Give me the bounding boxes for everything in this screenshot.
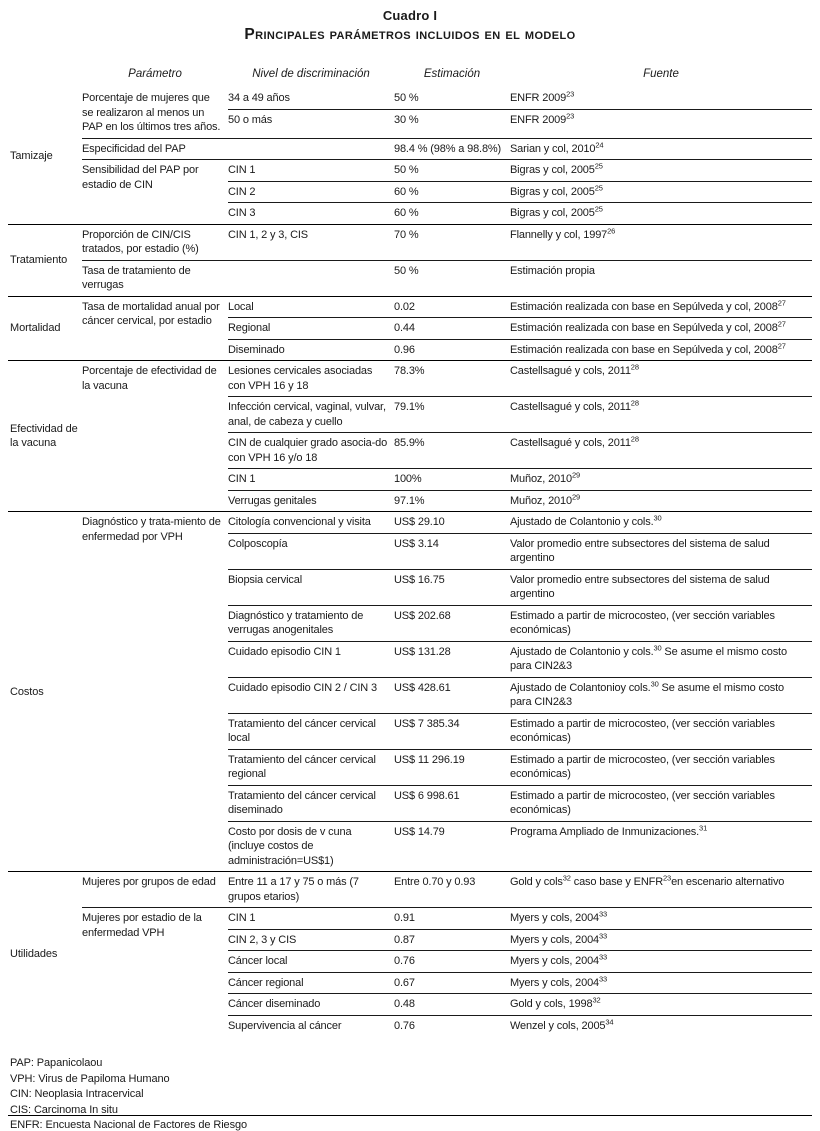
cell-parametro: Sensibilidad del PAP por estadio de CIN bbox=[82, 164, 199, 191]
table-row bbox=[228, 297, 812, 318]
cell-fuente: ENFR 2009$^{23}$ bbox=[510, 89, 575, 104]
cell-nivel-de-discriminacion: Verrugas genitales bbox=[228, 494, 317, 507]
cell-fuente: Muñoz, 2010$^{29}$ bbox=[510, 470, 580, 485]
cell-fuente: Castellsagué y cols, 2011$^{28}$ bbox=[510, 362, 639, 377]
table-row bbox=[228, 993, 812, 1015]
table-section bbox=[8, 88, 812, 224]
cell-nivel-de-discriminacion: Diseminado bbox=[228, 343, 285, 356]
cell-fuente: Flannelly y col, 1997$^{26}$ bbox=[510, 225, 616, 241]
footnote-line: ENFR: Encuesta Nacional de Factores de Riesgo bbox=[10, 1119, 248, 1131]
table-row bbox=[228, 950, 812, 972]
cell-estimacion: US$ 3.14 bbox=[394, 537, 439, 550]
cell-nivel-de-discriminacion: CIN 1, 2 y 3, CIS bbox=[228, 228, 308, 241]
param-block bbox=[82, 297, 812, 361]
table-row bbox=[228, 713, 812, 749]
cell-estimacion: 0.67 bbox=[394, 976, 415, 989]
section-blocks bbox=[82, 872, 812, 1036]
table-row bbox=[228, 202, 812, 224]
table-row bbox=[228, 677, 812, 713]
cell-estimacion: 50 % bbox=[394, 164, 419, 176]
cell-nivel-de-discriminacion: Entre 11 a 17 y 75 o más (7 grupos etarios) bbox=[228, 876, 359, 903]
cell-parametro: Tasa de tratamiento de verrugas bbox=[82, 264, 191, 291]
cell-estimacion: 85.9% bbox=[394, 437, 425, 449]
block-rows bbox=[228, 261, 812, 296]
cell-estimacion: 0.02 bbox=[394, 300, 415, 313]
table-section bbox=[8, 296, 812, 361]
param-block bbox=[82, 88, 812, 138]
cell-fuente: Valor promedio entre subsectores del sistema de salud argentino bbox=[510, 537, 770, 564]
cell-estimacion: US$ 14.79 bbox=[394, 825, 445, 838]
cell-nivel-de-discriminacion: CIN 2, 3 y CIS bbox=[228, 933, 297, 946]
cell-estimacion: 60 % bbox=[394, 185, 419, 198]
cell-fuente: Estimado a partir de microcosteo, (ver sección variables económicas) bbox=[510, 789, 775, 816]
cell-fuente: Ajustado de Colantonio y cols.$^{30}$ bbox=[510, 513, 662, 528]
section-group-label: Costos bbox=[10, 685, 44, 698]
param-block bbox=[82, 159, 812, 224]
cell-nivel-de-discriminacion: Colposcopía bbox=[228, 537, 288, 550]
table-section bbox=[8, 224, 812, 296]
cell-fuente: Muñoz, 2010$^{29}$ bbox=[510, 491, 580, 507]
param-block bbox=[82, 260, 812, 296]
cell-nivel-de-discriminacion: CIN 1 bbox=[228, 164, 256, 176]
cell-parametro: Porcentaje de efectividad de la vacuna bbox=[82, 365, 217, 392]
block-rows bbox=[228, 88, 812, 138]
cell-estimacion: 78.3% bbox=[394, 365, 425, 377]
table-row bbox=[228, 109, 812, 131]
cell-fuente: Castellsagué y cols, 2011$^{28}$ bbox=[510, 434, 639, 449]
cell-estimacion: 0.76 bbox=[394, 1019, 415, 1032]
cell-estimacion: 50 % bbox=[394, 92, 419, 104]
cell-nivel-de-discriminacion: Cáncer diseminado bbox=[228, 998, 321, 1010]
param-block bbox=[82, 361, 812, 511]
section-group-label: Tamizaje bbox=[10, 149, 53, 162]
cell-fuente: Ajustado de Colantonioy cols.$^{30}$ Se asume el mismo costo para CIN2&3 bbox=[510, 678, 785, 708]
cell-estimacion: 0.91 bbox=[394, 912, 415, 924]
cell-nivel-de-discriminacion: CIN 1 bbox=[228, 912, 256, 924]
footnotes bbox=[10, 1056, 812, 1131]
cell-nivel-de-discriminacion: Cuidado episodio CIN 1 bbox=[228, 645, 341, 658]
cell-estimacion: 70 % bbox=[394, 228, 419, 241]
section-group-label: Efectividad de la vacuna bbox=[10, 423, 78, 449]
cell-estimacion: Entre 0.70 y 0.93 bbox=[394, 876, 476, 888]
section-group-label: Tratamiento bbox=[10, 254, 68, 266]
cell-nivel-de-discriminacion: Costo por dosis de v cuna (incluye costos de administración=US$1) bbox=[228, 825, 352, 867]
param-block bbox=[82, 138, 812, 160]
cell-nivel-de-discriminacion: 50 o más bbox=[228, 113, 273, 126]
cell-nivel-de-discriminacion: Biopsia cervical bbox=[228, 573, 303, 586]
cell-fuente: Wenzel y cols, 2005$^{34}$ bbox=[510, 1016, 614, 1032]
table-row bbox=[228, 1015, 812, 1037]
cell-nivel-de-discriminacion: Tratamiento del cáncer cervical local bbox=[228, 717, 376, 744]
cell-fuente: Estimado a partir de microcosteo, (ver sección variables económicas) bbox=[510, 717, 775, 744]
block-rows bbox=[228, 512, 812, 871]
cell-fuente: Programa Ampliado de Inmunizaciones.$^{31}$ bbox=[510, 822, 708, 838]
cell-fuente: Gold y cols, 1998$^{32}$ bbox=[510, 995, 601, 1010]
cell-fuente: Estimado a partir de microcosteo, (ver sección variables económicas) bbox=[510, 609, 775, 636]
cell-parametro: Mujeres por grupos de edad bbox=[82, 876, 216, 888]
cell-fuente: Myers y cols, 2004$^{33}$ bbox=[510, 973, 608, 989]
table-row bbox=[228, 908, 812, 929]
section-group-label: Utilidades bbox=[10, 948, 58, 960]
cell-parametro: Proporción de CIN/CIS tratados, por estadio (%) bbox=[82, 228, 199, 255]
cell-nivel-de-discriminacion: CIN 2 bbox=[228, 185, 256, 198]
table-row bbox=[228, 468, 812, 490]
cell-fuente: Gold y cols$^{32}$ caso base y ENFR$^{23}$en escenario alternativo bbox=[510, 873, 785, 888]
cell-nivel-de-discriminacion: Cáncer local bbox=[228, 955, 288, 967]
table-row bbox=[228, 261, 812, 282]
block-rows bbox=[228, 872, 812, 907]
cell-fuente: Estimado a partir de microcosteo, (ver sección variables económicas) bbox=[510, 753, 775, 780]
cell-fuente: Myers y cols, 2004$^{33}$ bbox=[510, 930, 608, 946]
table-row bbox=[228, 605, 812, 641]
table-row bbox=[228, 139, 812, 160]
cell-estimacion: 79.1% bbox=[394, 401, 425, 413]
table-row bbox=[228, 533, 812, 569]
cell-estimacion: 60 % bbox=[394, 207, 419, 219]
table-row bbox=[228, 160, 812, 181]
cell-nivel-de-discriminacion: Cáncer regional bbox=[228, 976, 304, 989]
cell-nivel-de-discriminacion bbox=[228, 139, 394, 160]
cell-fuente: Myers y cols, 2004$^{33}$ bbox=[510, 952, 608, 967]
cell-estimacion: US$ 428.61 bbox=[394, 681, 451, 694]
cell-fuente: Castellsagué y cols, 2011$^{28}$ bbox=[510, 398, 639, 413]
table-row bbox=[228, 929, 812, 951]
cell-estimacion: US$ 11 296.19 bbox=[394, 753, 465, 766]
cell-nivel-de-discriminacion: Supervivencia al cáncer bbox=[228, 1019, 342, 1032]
cell-fuente: Myers y cols, 2004$^{33}$ bbox=[510, 909, 608, 924]
section-blocks bbox=[82, 297, 812, 361]
cell-nivel-de-discriminacion: Diagnóstico y tratamiento de verrugas anogenitales bbox=[228, 609, 364, 636]
cell-parametro: Porcentaje de mujeres que se realizaron al menos un PAP en los últimos tres años. bbox=[82, 92, 221, 133]
table-row bbox=[228, 569, 812, 605]
block-rows bbox=[228, 297, 812, 361]
cell-nivel-de-discriminacion: Infección cervical, vaginal, vulvar, anal, de cabeza y cuello bbox=[228, 401, 386, 428]
cell-nivel-de-discriminacion: Regional bbox=[228, 322, 271, 334]
cell-nivel-de-discriminacion: Cuidado episodio CIN 2 / CIN 3 bbox=[228, 681, 377, 694]
cell-estimacion: 30 % bbox=[394, 113, 419, 126]
cell-fuente: Valor promedio entre subsectores del sistema de salud argentino bbox=[510, 573, 770, 600]
table-row bbox=[228, 181, 812, 203]
footnote-line: VPH: Virus de Papiloma Humano bbox=[10, 1072, 170, 1085]
cell-estimacion: 98.4 % (98% a 98.8%) bbox=[394, 142, 502, 155]
cell-estimacion: 50 % bbox=[394, 264, 419, 277]
cell-nivel-de-discriminacion: Tratamiento del cáncer cervical regional bbox=[228, 753, 376, 780]
cell-nivel-de-discriminacion: Citología convencional y visita bbox=[228, 516, 371, 528]
table-row bbox=[228, 749, 812, 785]
bottom-rule bbox=[8, 1115, 812, 1116]
table-row bbox=[228, 339, 812, 361]
cell-fuente: Sarian y col, 2010$^{24}$ bbox=[510, 139, 604, 155]
cell-nivel-de-discriminacion bbox=[228, 261, 394, 282]
table-row bbox=[228, 317, 812, 339]
table-section bbox=[8, 360, 812, 511]
table-row bbox=[228, 785, 812, 821]
cell-fuente: ENFR 2009$^{23}$ bbox=[510, 110, 575, 126]
cell-estimacion: US$ 131.28 bbox=[394, 645, 451, 658]
table-number: Cuadro I bbox=[382, 8, 438, 23]
header-fuente: Fuente bbox=[643, 68, 679, 80]
section-blocks bbox=[82, 225, 812, 296]
cell-fuente: Estimación realizada con base en Sepúlveda y col, 2008$^{27}$ bbox=[510, 319, 786, 334]
cell-parametro: Mujeres por estadio de la enfermedad VPH bbox=[82, 912, 202, 939]
header-estimacion: Estimación bbox=[423, 68, 481, 80]
cell-estimacion: 0.48 bbox=[394, 998, 415, 1010]
block-rows bbox=[228, 908, 812, 1036]
cell-estimacion: US$ 202.68 bbox=[394, 609, 451, 622]
param-block bbox=[82, 225, 812, 260]
table-section bbox=[8, 511, 812, 871]
table-row bbox=[228, 88, 812, 109]
cell-parametro: Tasa de mortalidad anual por cáncer cervical, por estadio bbox=[82, 300, 220, 327]
table-row bbox=[228, 872, 812, 907]
table-row bbox=[228, 490, 812, 512]
cell-nivel-de-discriminacion: 34 a 49 años bbox=[228, 92, 290, 104]
table-title: Principales parámetros incluidos en el modelo bbox=[244, 26, 576, 43]
cell-parametro: Especificidad del PAP bbox=[82, 142, 186, 155]
cell-fuente: Ajustado de Colantonio y cols.$^{30}$ Se asume el mismo costo para CIN2&3 bbox=[510, 642, 787, 672]
header-parametro: Parámetro bbox=[128, 68, 182, 80]
block-rows bbox=[228, 225, 812, 260]
table-row bbox=[228, 361, 812, 396]
header-nivel-de-discriminacion: Nivel de discriminación bbox=[252, 68, 370, 80]
cell-fuente: Estimación propia bbox=[510, 264, 595, 277]
cell-nivel-de-discriminacion: Local bbox=[228, 300, 254, 313]
cell-nivel-de-discriminacion: CIN 1 bbox=[228, 473, 256, 485]
table-row bbox=[228, 972, 812, 994]
cell-estimacion: 97.1% bbox=[394, 494, 425, 507]
cell-fuente: Bigras y col, 2005$^{25}$ bbox=[510, 161, 603, 176]
param-block bbox=[82, 907, 812, 1036]
cell-estimacion: 0.87 bbox=[394, 933, 415, 946]
cell-estimacion: US$ 6 998.61 bbox=[394, 789, 460, 802]
param-block bbox=[82, 872, 812, 907]
footnote-line: CIN: Neoplasia Intracervical bbox=[10, 1088, 144, 1100]
table-row bbox=[228, 821, 812, 872]
cell-estimacion: 0.96 bbox=[394, 343, 415, 356]
cell-nivel-de-discriminacion: Lesiones cervicales asociadas con VPH 16 y 18 bbox=[228, 365, 373, 392]
section-blocks bbox=[82, 88, 812, 224]
column-headers bbox=[8, 68, 812, 80]
cell-nivel-de-discriminacion: CIN de cualquier grado asocia-do con VPH 16 y/o 18 bbox=[228, 437, 388, 464]
cell-nivel-de-discriminacion: Tratamiento del cáncer cervical diseminado bbox=[228, 789, 376, 816]
table-row bbox=[228, 396, 812, 432]
block-rows bbox=[228, 361, 812, 511]
cell-fuente: Estimación realizada con base en Sepúlveda y col, 2008$^{27}$ bbox=[510, 297, 786, 313]
cell-estimacion: US$ 7 385.34 bbox=[394, 717, 460, 730]
cell-estimacion: US$ 29.10 bbox=[394, 516, 445, 528]
footnote-line: PAP: Papanicolaou bbox=[10, 1057, 103, 1069]
cell-fuente: Bigras y col, 2005$^{25}$ bbox=[510, 204, 603, 219]
cell-nivel-de-discriminacion: CIN 3 bbox=[228, 207, 256, 219]
table-section bbox=[8, 871, 812, 1036]
section-blocks bbox=[82, 361, 812, 511]
cell-estimacion: 0.76 bbox=[394, 955, 415, 967]
cell-fuente: Bigras y col, 2005$^{25}$ bbox=[510, 182, 603, 198]
cell-fuente: Estimación realizada con base en Sepúlveda y col, 2008$^{27}$ bbox=[510, 340, 786, 356]
block-rows bbox=[228, 160, 812, 224]
cell-parametro: Diagnóstico y trata-miento de enfermedad por VPH bbox=[82, 516, 221, 543]
block-rows bbox=[228, 139, 812, 160]
cell-estimacion: US$ 16.75 bbox=[394, 573, 445, 586]
footnote-line: CIS: Carcinoma In situ bbox=[10, 1103, 118, 1116]
table-row bbox=[228, 641, 812, 677]
cell-estimacion: 100% bbox=[394, 473, 422, 485]
table-row bbox=[228, 512, 812, 533]
param-block bbox=[82, 512, 812, 871]
cell-estimacion: 0.44 bbox=[394, 322, 415, 334]
table-row bbox=[228, 432, 812, 468]
header-group-spacer bbox=[8, 68, 82, 80]
table-body bbox=[8, 88, 812, 1036]
section-group-label: Mortalidad bbox=[10, 322, 61, 335]
section-blocks bbox=[82, 512, 812, 871]
table-row bbox=[228, 225, 812, 246]
